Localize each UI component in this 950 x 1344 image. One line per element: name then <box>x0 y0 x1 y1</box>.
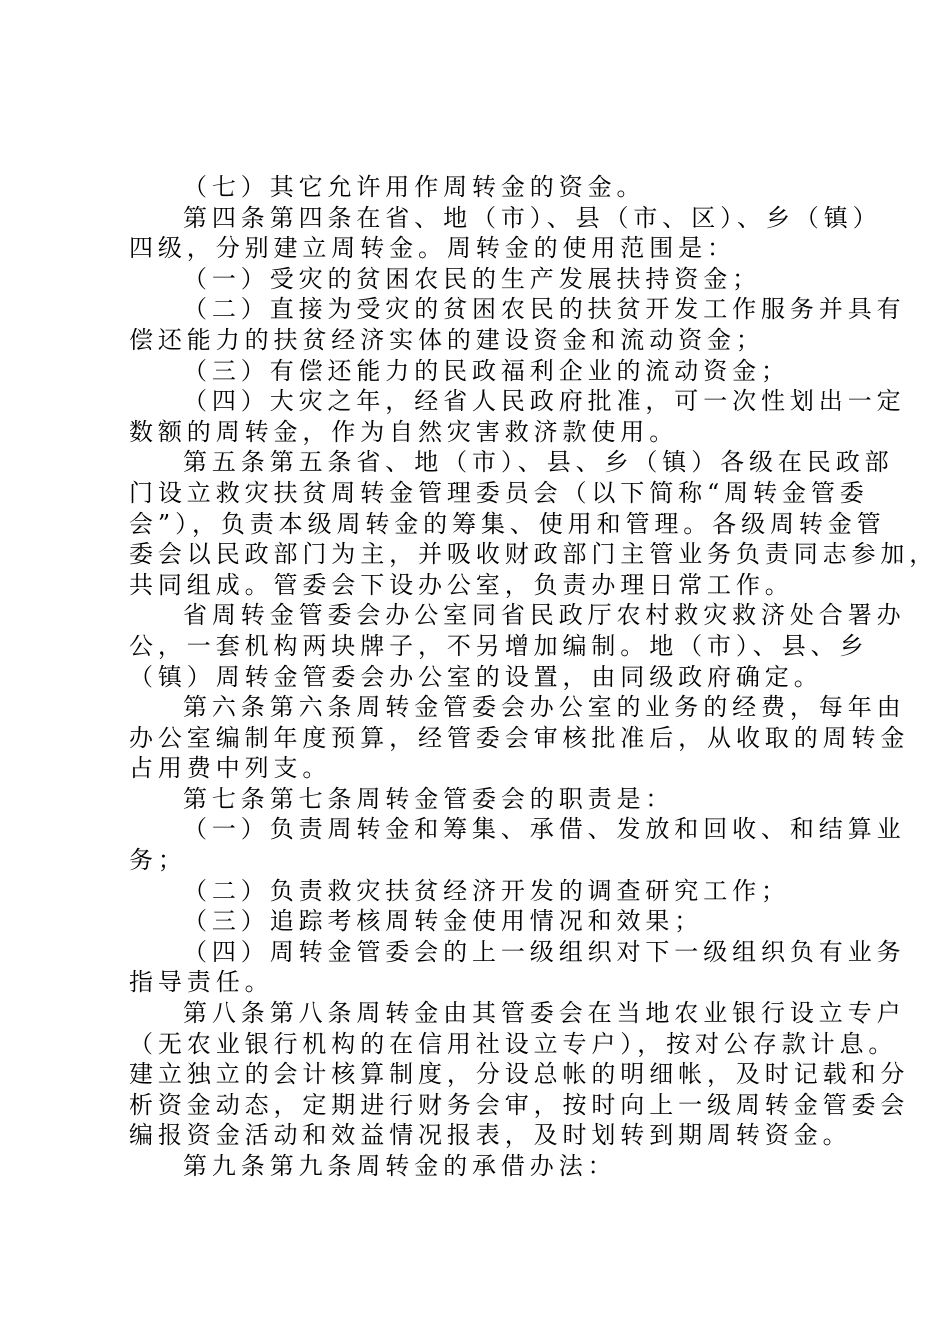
text-line: 第四条第四条在省、地（市）、县（市、区）、乡（镇） <box>183 203 882 232</box>
text-line: 偿还能力的扶贫经济实体的建设资金和流动资金； <box>129 325 765 354</box>
text-line: 共同组成。管委会下设办公室，负责办理日常工作。 <box>129 570 794 599</box>
text-line: （三）追踪考核周转金使用情况和效果； <box>183 907 704 936</box>
text-line: 第九条第九条周转金的承借办法： <box>183 1152 617 1180</box>
text-line: （二）负责救灾扶贫经济开发的调查研究工作； <box>183 876 790 905</box>
text-line: 占用费中列支。 <box>129 754 332 783</box>
text-line: 指导责任。 <box>129 968 274 997</box>
text-line: 第八条第八条周转金由其管委会在当地农业银行设立专户 <box>183 999 906 1028</box>
document-body <box>129 172 939 1182</box>
text-line: （七）其它允许用作周转金的资金。 <box>183 173 646 201</box>
text-line: （一）负责周转金和筹集、承借、发放和回收、和结算业 <box>183 815 906 844</box>
text-line: （四）周转金管委会的上一级组织对下一级组织负有业务 <box>183 937 906 966</box>
text-line: （二）直接为受灾的贫困农民的扶贫开发工作服务并具有 <box>183 295 906 324</box>
text-line: （三）有偿还能力的民政福利企业的流动资金； <box>183 356 790 385</box>
text-line: 省周转金管委会办公室同省民政厅农村救灾救济处合署办 <box>183 601 906 630</box>
text-line: （一）受灾的贫困农民的生产发展扶持资金； <box>183 264 761 293</box>
text-line: 务； <box>129 846 187 875</box>
text-line: 委会以民政部门为主，并吸收财政部门主管业务负责同志参加， <box>129 540 939 569</box>
text-line: （无农业银行机构的在信用社设立专户），按对公存款计息。 <box>129 1029 898 1058</box>
text-line: 四级，分别建立周转金。周转金的使用范围是： <box>129 234 736 263</box>
text-line: 第六条第六条周转金管委会办公室的业务的经费，每年由 <box>183 693 906 722</box>
text-line: 析资金动态，定期进行财务会审，按时向上一级周转金管委会 <box>129 1090 910 1119</box>
text-line: 门设立救灾扶贫周转金管理委员会（以下简称“周转金管委 <box>129 478 869 507</box>
text-line: 公，一套机构两块牌子，不另增加编制。地（市）、县、乡 <box>129 631 869 660</box>
text-line: 第五条第五条省、地（市）、县、乡（镇）各级在民政部 <box>183 448 894 477</box>
text-line: 会”），负责本级周转金的筹集、使用和管理。各级周转金管 <box>129 509 886 538</box>
text-line: 建立独立的会计核算制度，分设总帐的明细帐，及时记载和分 <box>129 1060 910 1089</box>
text-line: 第七条第七条周转金管委会的职责是： <box>183 784 675 813</box>
text-line: （镇）周转金管委会办公室的设置，由同级政府确定。 <box>129 662 823 691</box>
text-line: （四）大灾之年，经省人民政府批准，可一次性划出一定 <box>183 387 906 416</box>
text-line: 编报资金活动和效益情况报表，及时划转到期周转资金。 <box>129 1121 852 1150</box>
text-line: 数额的周转金，作为自然灾害救济款使用。 <box>129 417 679 446</box>
text-line: 办公室编制年度预算，经管委会审核批准后，从收取的周转金 <box>129 723 910 752</box>
